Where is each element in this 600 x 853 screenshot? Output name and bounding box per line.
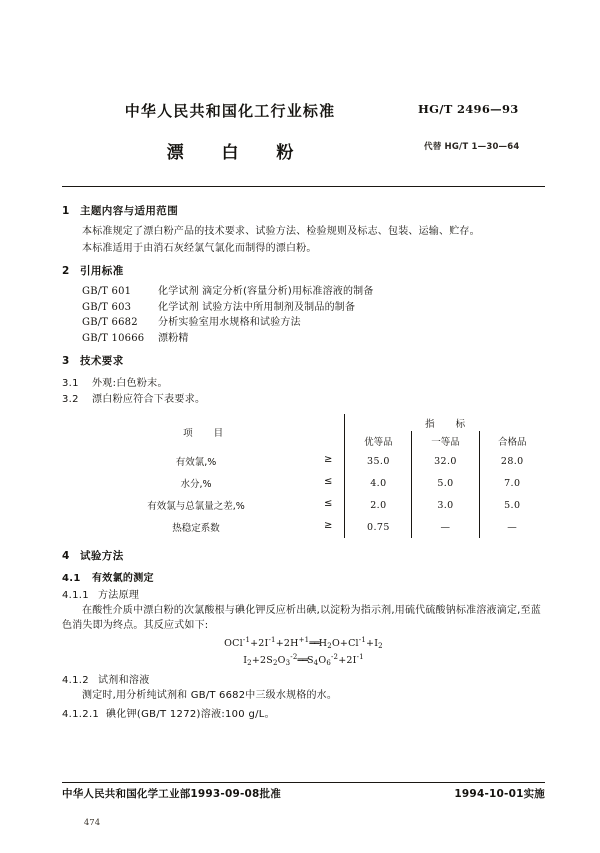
column-header-grade-premium: 优等品 <box>345 431 412 450</box>
section-1-paragraph-1: 本标准规定了漂白粉产品的技术要求、试验方法、检验规则及标志、包装、运输、贮存。 <box>82 226 480 237</box>
reference-code: GB/T 603 <box>82 301 132 313</box>
row-item-cell <box>62 516 345 538</box>
reagents-paragraph: 测定时,用分析纯试剂和 GB/T 6682中三级水规格的水。 <box>82 690 338 701</box>
section-3-title: 技术要求 <box>80 355 124 367</box>
section-1-title: 主题内容与适用范围 <box>80 205 179 217</box>
method-principle-paragraph: 在酸性介质中漂白粉的次氯酸根与碘化钾反应析出碘,以淀粉为指示剂,用硫代硫酸钠标准溶液滴定,至蓝色消失即为终点。其反应式如下: <box>62 605 541 631</box>
standard-number: HG/T 2496—93 <box>418 102 519 116</box>
section-2-heading <box>62 263 545 278</box>
clause-3-2 <box>62 390 545 405</box>
row-value-first: — <box>412 516 479 538</box>
clause-4-1-2-1-number: 4.1.2.1 <box>62 709 100 720</box>
reference-standard-item <box>62 315 545 331</box>
table-row <box>62 494 545 516</box>
section-1-paragraph-2: 本标准适用于由消石灰经氯气氯化而制得的漂白粉。 <box>82 243 317 254</box>
row-operator: ≤ <box>323 498 333 509</box>
section-3-heading <box>62 353 545 368</box>
row-value-first: 3.0 <box>412 494 479 516</box>
row-value-first: 5.0 <box>412 472 479 494</box>
section-1-number: 1 <box>62 205 70 217</box>
document-body <box>62 203 545 721</box>
row-value-qualified: 7.0 <box>479 472 545 494</box>
column-header-grade-qualified: 合格品 <box>479 431 545 450</box>
chemical-equation-2: $I_2+2S_2O_3^{-2}══S_4O_6^{-2}+2I^{-1}$ <box>243 653 364 667</box>
clause-3-2-number: 3.2 <box>62 394 79 405</box>
reference-standard-item <box>62 300 545 316</box>
row-value-premium: 35.0 <box>345 450 412 472</box>
specification-table <box>62 414 545 538</box>
section-2-title: 引用标准 <box>80 265 124 277</box>
clause-4-1-1-number: 4.1.1 <box>62 590 89 601</box>
reference-name: 化学试剂 试验方法中所用制剂及制品的制备 <box>158 301 356 313</box>
row-value-qualified: — <box>479 516 545 538</box>
clause-4-1-number: 4.1 <box>62 573 81 584</box>
column-header-index: 指 标 <box>345 414 545 431</box>
row-value-first: 32.0 <box>412 450 479 472</box>
clause-4-1-2-number: 4.1.2 <box>62 675 89 686</box>
row-value-qualified: 28.0 <box>479 450 545 472</box>
row-operator: ≥ <box>323 520 333 531</box>
document-header <box>0 100 600 170</box>
footer-divider <box>62 782 545 783</box>
row-value-qualified: 5.0 <box>479 494 545 516</box>
row-item-cell <box>62 450 345 472</box>
clause-4-1-2-heading <box>62 671 545 686</box>
row-item-cell <box>62 494 345 516</box>
clause-3-1-number: 3.1 <box>62 378 79 389</box>
section-1-heading <box>62 203 545 218</box>
reference-code: GB/T 601 <box>82 286 132 297</box>
reference-code: GB/T 6682 <box>82 317 138 328</box>
replaced-standard: 代替 HG/T 1—30—64 <box>424 142 520 152</box>
clause-4-1-2-1 <box>62 705 545 720</box>
clause-4-1-2-title: 试剂和溶液 <box>98 675 150 686</box>
document-footer <box>62 786 545 806</box>
reference-standard-item <box>62 284 545 300</box>
row-item-label: 有效氯与总氯量之差,% <box>147 501 245 512</box>
clause-4-1-1-heading <box>62 586 545 601</box>
clause-4-1-1-title: 方法原理 <box>98 590 140 601</box>
row-item-label: 热稳定系数 <box>172 523 220 534</box>
reference-name: 漂粉精 <box>158 332 189 344</box>
row-value-premium: 4.0 <box>345 472 412 494</box>
chemical-equation-1: $OCl^{-1}+2I^{-1}+2H^{+1}══H_2O+Cl^{-1}+I_2$ <box>224 636 383 650</box>
row-value-premium: 2.0 <box>345 494 412 516</box>
table-row <box>62 516 545 538</box>
table-row <box>62 472 545 494</box>
section-4-title: 试验方法 <box>80 550 124 562</box>
page-number: 474 <box>83 818 101 828</box>
specification-table-wrapper <box>62 414 545 538</box>
clause-3-1-text: 外观:白色粉末。 <box>92 378 168 389</box>
section-3-number: 3 <box>62 355 70 367</box>
row-item-cell <box>62 472 345 494</box>
row-operator: ≥ <box>323 454 333 465</box>
column-header-grade-first: 一等品 <box>412 431 479 450</box>
row-value-premium: 0.75 <box>345 516 412 538</box>
row-operator: ≤ <box>323 476 333 487</box>
approval-statement: 中华人民共和国化学工业部1993-09-08批准 <box>62 788 281 800</box>
product-title: 漂 白 粉 <box>166 143 310 163</box>
issuing-authority-title: 中华人民共和国化工行业标准 <box>124 102 336 120</box>
reference-name: 化学试剂 滴定分析(容量分析)用标准溶液的制备 <box>158 286 374 297</box>
column-header-item: 项 目 <box>183 428 233 439</box>
clause-4-1-2-1-text: 碘化钾(GB/T 1272)溶液:100 g/L。 <box>106 709 275 720</box>
implementation-date: 1994-10-01实施 <box>454 788 545 800</box>
section-4-heading <box>62 548 545 563</box>
section-4-number: 4 <box>62 550 70 562</box>
row-item-label: 水分,% <box>180 479 212 490</box>
clause-3-1 <box>62 374 545 389</box>
section-2-number: 2 <box>62 265 70 277</box>
reference-standard-item <box>62 331 545 347</box>
clause-4-1-title: 有效氯的测定 <box>92 573 154 584</box>
row-item-label: 有效氯,% <box>175 457 217 468</box>
clause-3-2-text: 漂白粉应符合下表要求。 <box>92 394 206 405</box>
table-header-row-top <box>62 414 545 431</box>
reference-name: 分析实验室用水规格和试验方法 <box>158 317 301 328</box>
table-row <box>62 450 545 472</box>
reference-code: GB/T 10666 <box>82 332 145 344</box>
clause-4-1-heading <box>62 569 545 584</box>
header-divider <box>62 186 545 187</box>
